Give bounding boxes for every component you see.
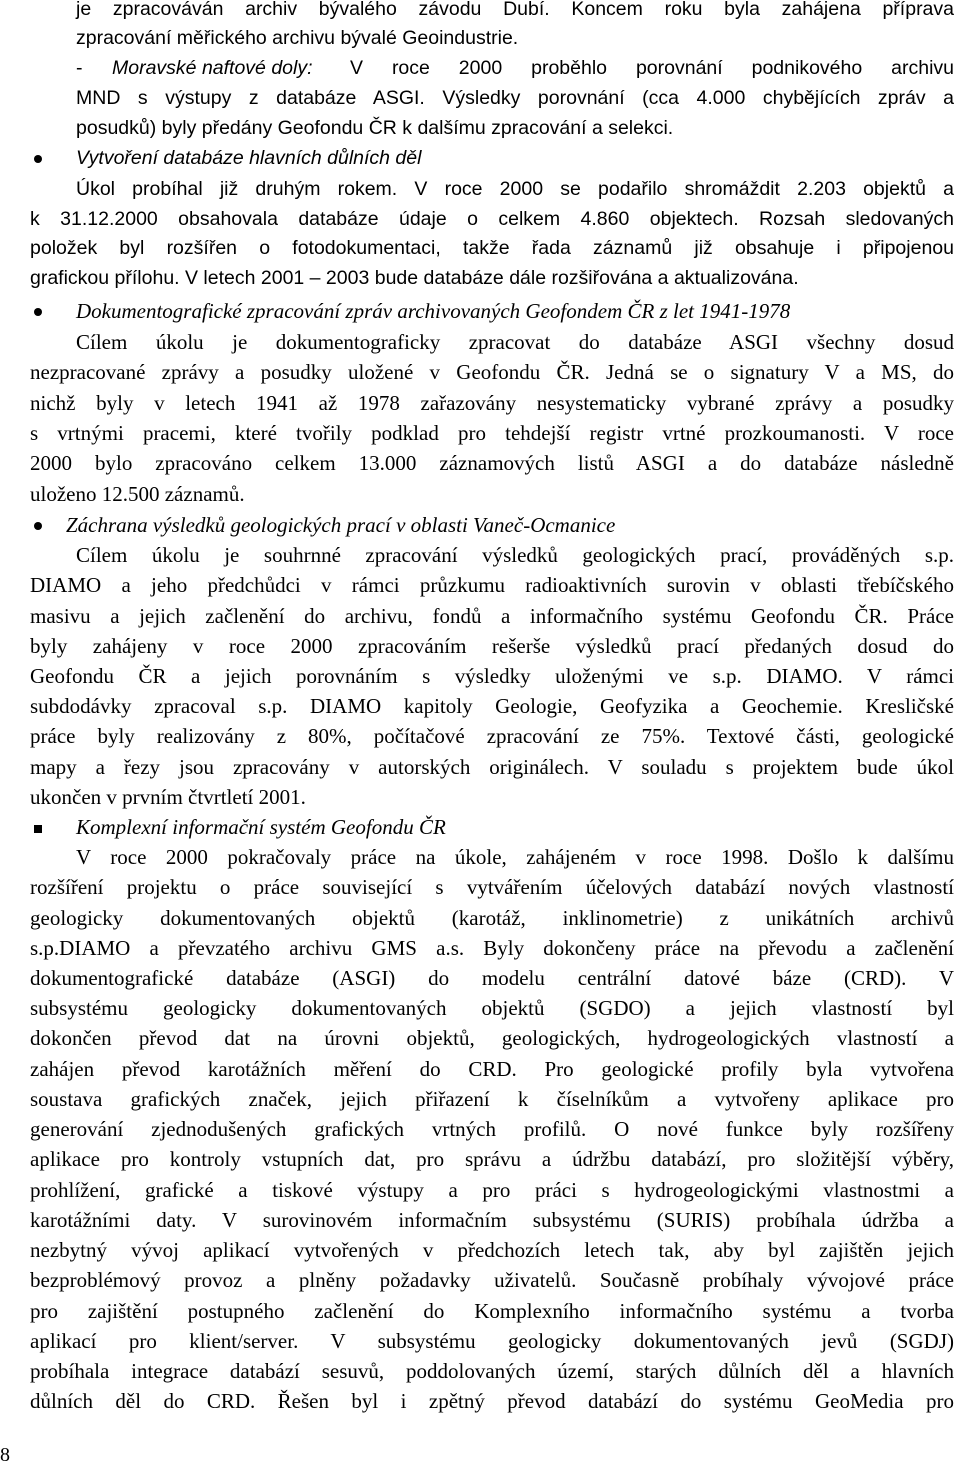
text-line: práce byly realizovány z 80%, počítačové zpracování ze 75%. Textové části, geologické: [30, 724, 954, 748]
text-line: V roce 2000 pokračovaly práce na úkole, zahájeném v roce 1998. Došlo k dalšímu: [76, 845, 954, 869]
text-line: zahájen převod karotážních měření do CRD. Pro geologické profily byla vytvořena: [30, 1057, 954, 1081]
text-line: subdodávky zpracoval s.p. DIAMO kapitoly Geologie, Geofyzika a Geochemie. Kresličské: [30, 694, 954, 718]
text-line: Úkol probíhal již druhým rokem. V roce 2000 se podařilo shromáždit 2.203 objektů a: [76, 178, 954, 200]
text-line: zpracování měřického archivu bývalé Geoindustrie.: [76, 27, 519, 49]
square-bullet-icon: [34, 825, 42, 833]
text-line: důlních děl do CRD. Řešen byl i zpětný převod databází do systému GeoMedia pro: [30, 1389, 954, 1413]
list-dash: -: [76, 57, 83, 79]
text-line: nezbytný vývoj aplikací vytvořených v předchozích letech tak, aby byl zajištěn jejich: [30, 1238, 954, 1262]
section-title: Záchrana výsledků geologických prací v oblasti Vaneč-Ocmanice: [66, 513, 616, 537]
text-line: byly zahájeny v roce 2000 zpracováním rešerše výsledků prací předaných dosud do: [30, 634, 954, 658]
text-line: dokumentografické databáze (ASGI) do modelu centrální datové báze (CRD). V: [30, 966, 954, 990]
text-line: Cílem úkolu je souhrnné zpracování výsledků geologických prací, prováděných s.p.: [76, 543, 954, 567]
section-title: Vytvoření databáze hlavních důlních děl: [76, 147, 422, 169]
text-line: nezpracované zprávy a posudky uložené v Geofondu ČR. Jedná se o signatury V a MS, do: [30, 360, 954, 384]
text-line: mapy a řezy jsou zpracovány v autorských originálech. V souladu s projektem bude úkol: [30, 755, 954, 779]
text-line: soustava grafických značek, jejich přiřazení k číselníkům a vytvořeny aplikace pro: [30, 1087, 954, 1111]
bullet-icon: [34, 308, 42, 316]
bullet-icon: [34, 522, 42, 530]
text-line: 2000 bylo zpracováno celkem 13.000 záznamových listů ASGI a do databáze následně: [30, 451, 954, 475]
bullet-icon: [34, 155, 42, 163]
text-line: geologicky dokumentovaných objektů (karotáž, inklinometrie) z unikátních archivů: [30, 906, 954, 930]
section-title: Dokumentografické zpracování zpráv archivovaných Geofondem ČR z let 1941-1978: [76, 299, 791, 323]
text-line: masivu a jejich začlenění do archivu, fondů a informačního systému Geofondu ČR. Práce: [30, 604, 954, 628]
company-name: Moravské naftové doly:: [112, 57, 313, 79]
page-number: 8: [0, 1444, 10, 1466]
text-line: Geofondu ČR a jejich porovnáním s výsledky uloženými ve s.p. DIAMO. V rámci: [30, 664, 954, 688]
text-line: prohlížení, grafické a tiskové výstupy a pro práci s hydrogeologickými vlastnostmi a: [30, 1178, 954, 1202]
text-line: ukončen v prvním čtvrtletí 2001.: [30, 785, 306, 809]
text-line: karotážními daty. V surovinovém informačním subsystému (SURIS) probíhala údržba a: [30, 1208, 954, 1232]
section-title: Komplexní informační systém Geofondu ČR: [76, 815, 446, 839]
text-line: probíhala integrace databází sesuvů, poddolovaných území, starých důlních děl a hlavních: [30, 1359, 954, 1383]
text-line: posudků) byly předány Geofondu ČR k dalšímu zpracování a selekci.: [76, 117, 674, 139]
text-line: s.p.DIAMO a převzatého archivu GMS a.s. Byly dokončeny práce na převodu a začlenění: [30, 936, 954, 960]
text-line: MND s výstupy z databáze ASGI. Výsledky porovnání (cca 4.000 chybějících zpráv a: [76, 87, 954, 109]
text-line: pro zajištění postupného začlenění do Komplexního informačního systému a tvorba: [30, 1299, 954, 1323]
text-line: dokončen převod dat na úrovni objektů, geologických, hydrogeologických vlastností a: [30, 1026, 954, 1050]
text-line: aplikací pro klient/server. V subsystému geologicky dokumentovaných jevů (SGDJ): [30, 1329, 954, 1353]
text-line: je zpracováván archiv bývalého závodu Dubí. Koncem roku byla zahájena příprava: [76, 0, 954, 20]
text-line: generování zjednodušených grafických vrtných profilů. O nové funkce byly rozšířeny: [30, 1117, 954, 1141]
text-line: uloženo 12.500 záznamů.: [30, 482, 245, 506]
text-line: k 31.12.2000 obsahovala databáze údaje o celkem 4.860 objektech. Rozsah sledovaných: [30, 208, 954, 230]
text-line: subsystému geologicky dokumentovaných objektů (SGDO) a jejich vlastností byl: [30, 996, 954, 1020]
text-line: s vrtnými pracemi, které tvořily podklad pro tehdejší registr vrtné prozkoumanosti. V roce: [30, 421, 954, 445]
text-line: nichž byly v letech 1941 až 1978 zařazovány nesystematicky vybrané zprávy a posudky: [30, 391, 954, 415]
text-line: bezproblémový provoz a plněny požadavky uživatelů. Současně probíhaly vývojové práce: [30, 1268, 954, 1292]
text-line: rozšíření projektu o práce související s vytvářením účelových databází nových vlastností: [30, 875, 954, 899]
text-line: grafickou přílohu. V letech 2001 – 2003 bude databáze dále rozšiřována a aktualizována.: [30, 267, 799, 289]
text-line: V roce 2000 proběhlo porovnání podnikového archivu: [350, 57, 954, 79]
text-line: DIAMO a jeho předchůdci v rámci průzkumu radioaktivních surovin v oblasti třebíčského: [30, 573, 954, 597]
text-line: Cílem úkolu je dokumentograficky zpracovat do databáze ASGI všechny dosud: [76, 330, 954, 354]
text-line: položek byl rozšířen o fotodokumentaci, takže řada záznamů již obsahuje i připojenou: [30, 237, 954, 259]
text-line: aplikace pro kontroly vstupních dat, pro správu a údržbu databází, pro složitější výběry,: [30, 1147, 954, 1171]
